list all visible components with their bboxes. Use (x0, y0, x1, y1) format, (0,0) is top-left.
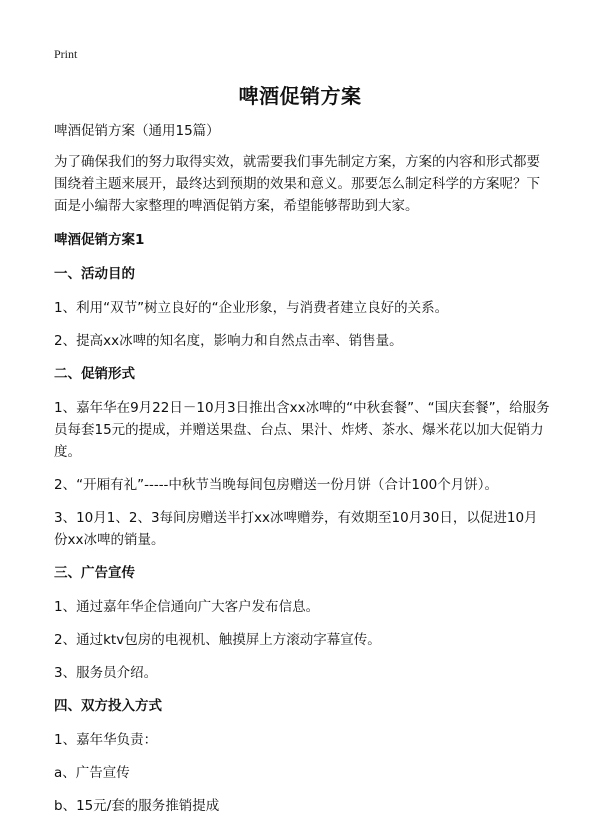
print-label: Print (54, 47, 78, 61)
paragraph: 1、通过嘉年华企信通向广大客户发布信息。 (54, 599, 320, 615)
paragraph: 3、10月1、2、3每间房赠送半打xx冰啤赠券，有效期至10月30日，以促进10月份xx冰啤的销量。 (54, 510, 538, 548)
paragraph: 2、“开厢有礼”-----中秋节当晚每间包房赠送一份月饼（合计100个月饼）。 (54, 477, 498, 493)
heading-activity-purpose: 一、活动目的 (54, 266, 135, 282)
heading-investment: 四、双方投入方式 (54, 698, 162, 714)
intro-paragraph: 为了确保我们的努力取得实效，就需要我们事先制定方案，方案的内容和形式都要围绕着主题来展开，最终达到预期的效果和意义。那要怎么制定科学的方案呢？下面是小编帮大家整理的啤酒促销方案，希望能够帮助到大家。 (54, 154, 540, 214)
paragraph: a、广告宣传 (54, 765, 130, 781)
document-body (54, 120, 550, 828)
heading-advertising: 三、广告宣传 (54, 565, 135, 581)
paragraph: 3、服务员介绍。 (54, 665, 158, 681)
paragraph: b、15元/套的服务推销提成 (54, 798, 220, 814)
paragraph: 1、嘉年华负责： (54, 732, 158, 748)
document-title: 啤酒促销方案 (238, 84, 362, 108)
paragraph: 2、通过ktv包房的电视机、触摸屏上方滚动字幕宣传。 (54, 632, 381, 648)
paragraph: 2、提高xx冰啤的知名度，影响力和自然点击率、销售量。 (54, 333, 403, 349)
paragraph: 1、嘉年华在9月22日－10月3日推出含xx冰啤的“中秋套餐”、“国庆套餐”，给服务员每套15元的提成，并赠送果盘、台点、果汁、炸烤、茶水、爆米花以加大促销力度。 (54, 400, 550, 460)
section-title: 啤酒促销方案1 (54, 232, 145, 248)
paragraph: 1、利用“双节”树立良好的“企业形象，与消费者建立良好的关系。 (54, 300, 449, 316)
heading-promotion-form: 二、促销形式 (54, 366, 135, 382)
document-subtitle: 啤酒促销方案（通用15篇） (54, 123, 220, 139)
